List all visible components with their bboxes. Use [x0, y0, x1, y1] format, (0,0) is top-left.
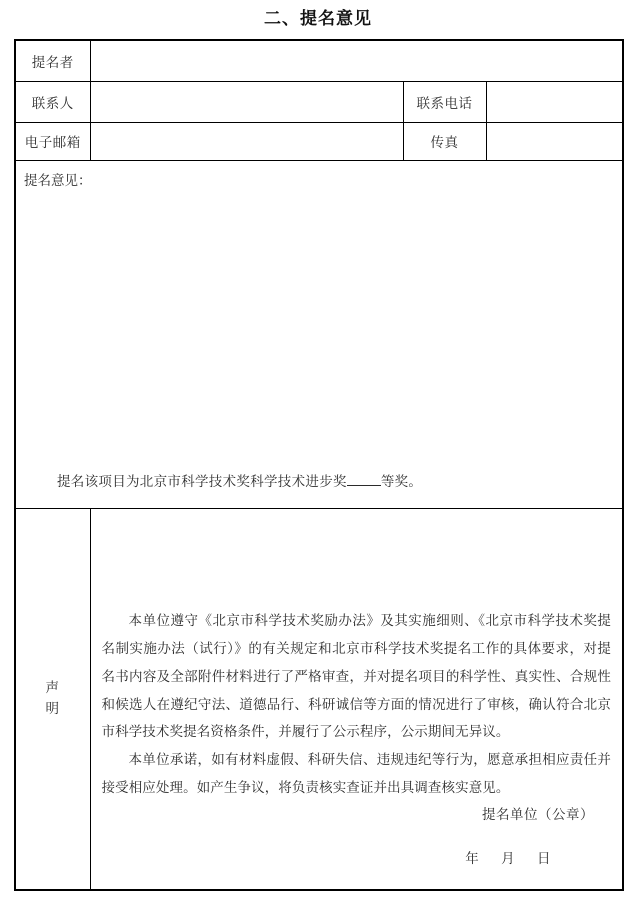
field-nominator-value[interactable] — [90, 40, 623, 81]
opinion-award-suffix: 等奖。 — [380, 473, 423, 489]
field-email-value[interactable] — [90, 122, 403, 160]
label-declaration — [15, 508, 90, 890]
label-contact-person: 联系人 — [15, 81, 90, 122]
declaration-label-char-1: 声 — [45, 679, 60, 695]
label-nominator: 提名者 — [15, 40, 90, 81]
field-contact-person-value[interactable] — [90, 81, 403, 122]
nomination-opinion-table — [14, 39, 624, 891]
opinion-cell[interactable] — [15, 160, 623, 508]
label-contact-phone: 联系电话 — [403, 81, 486, 122]
page-title: 二、提名意见 — [264, 9, 372, 28]
signature-date-day: 日 — [537, 850, 551, 866]
signature-date-year: 年 — [465, 850, 480, 866]
declaration-text — [91, 595, 623, 802]
label-email: 电子邮箱 — [15, 122, 90, 160]
label-opinion: 提名意见： — [24, 172, 92, 188]
field-fax-value[interactable] — [486, 122, 623, 160]
signature-organization-label: 提名单位（公章） — [482, 806, 594, 822]
opinion-award-line — [57, 470, 422, 490]
label-fax: 传真 — [403, 122, 486, 160]
table-row-nominator — [15, 40, 623, 81]
declaration-paragraph-1: 本单位遵守《北京市科学技术奖励办法》及其实施细则、《北京市科学技术奖提名制实施办法（试行）》的有关规定和北京市科学技术奖提名工作的具体要求，对提名书内容及全部附件材料进行了严格审查，并对提名项目的科学性、真实性、合规性和候选人在遵纪守法、道德品行、科研诚信等方面的情况进行了审核，确认符合北京市科学技术奖提名资格条件，并履行了公示程序，公示期间无异议。 — [101, 613, 611, 740]
signature-date-line — [456, 847, 594, 867]
opinion-award-blank[interactable] — [347, 485, 381, 486]
field-contact-phone-value[interactable] — [486, 81, 623, 122]
opinion-award-prefix: 提名该项目为北京市科学技术奖科学技术进步奖 — [57, 473, 347, 489]
declaration-label-char-2: 明 — [45, 700, 60, 716]
declaration-paragraph-2: 本单位承诺，如有材料虚假、科研失信、违规违纪等行为，愿意承担相应责任并接受相应处理。如产生争议，将负责核实查证并出具调查核实意见。 — [101, 752, 611, 795]
table-row-contact — [15, 81, 623, 122]
signature-date-month: 月 — [501, 850, 516, 866]
declaration-body-cell[interactable] — [90, 508, 623, 890]
declaration-label-stack — [46, 678, 61, 720]
table-row-email — [15, 122, 623, 160]
signature-block — [456, 803, 594, 867]
table-row-declaration — [15, 508, 623, 890]
table-row-opinion — [15, 160, 623, 508]
